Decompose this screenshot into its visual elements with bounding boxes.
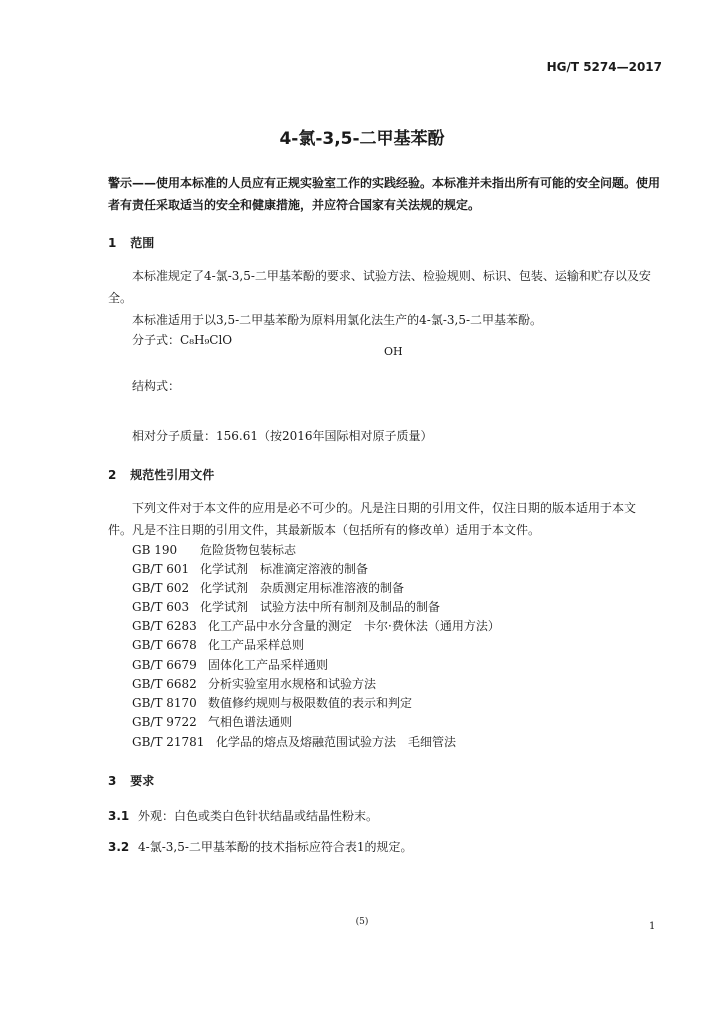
document-title: 4-氯-3,5-二甲基苯酚: [279, 129, 445, 149]
reference-title: 危险货物包装标志: [200, 543, 297, 557]
reference-code: GB/T 6679: [132, 658, 197, 672]
reference-item: [132, 656, 328, 673]
reference-title: 气相色谱法通则: [208, 715, 293, 729]
section-title: 要求: [130, 774, 155, 788]
requirement-3-1: [108, 807, 378, 824]
relative-molecular-mass: [132, 427, 433, 444]
section-number: 2: [108, 468, 117, 482]
reference-code: GB/T 21781: [132, 735, 205, 749]
section-1-heading: [108, 234, 154, 251]
reference-title: 化学试剂 试验方法中所有制剂及制品的制备: [200, 600, 441, 614]
reference-title: 固体化工产品采样通则: [208, 658, 329, 672]
reference-item: [132, 694, 412, 711]
reference-title: 数值修约规则与极限数值的表示和判定: [208, 696, 413, 710]
reference-item: [132, 579, 404, 596]
clause-number: 3.2: [108, 840, 130, 854]
scope-paragraph-1: 本标准规定了4-氯-3,5-二甲基苯酚的要求、试验方法、检验规则、标识、包装、运输和贮存以及安全。: [108, 269, 651, 305]
warning-paragraph: 警示——使用本标准的人员应有正规实验室工作的实践经验。本标准并未指出所有可能的安全问题。使用者有责任采取适当的安全和健康措施，并应符合国家有关法规的规定。: [108, 176, 661, 212]
reference-item: [132, 733, 456, 750]
reference-item: [132, 560, 368, 577]
section-3-heading: [108, 772, 154, 789]
formula-value: C₈H₉ClO: [180, 333, 233, 347]
reference-item: [132, 598, 440, 615]
scope-paragraph-2: 本标准适用于以3,5-二甲基苯酚为原料用氯化法生产的4-氯-3,5-二甲基苯酚。: [132, 313, 543, 327]
reference-item: [132, 617, 500, 634]
reference-code: GB 190: [132, 543, 178, 557]
standard-code: HG/T 5274—2017: [546, 60, 662, 74]
mass-label: 相对分子质量：: [132, 429, 217, 443]
clause-number: 3.1: [108, 809, 130, 823]
reference-code: GB/T 9722: [132, 715, 197, 729]
reference-code: GB/T 602: [132, 581, 190, 595]
reference-item: [132, 675, 376, 692]
section-number: 3: [108, 774, 117, 788]
reference-code: GB/T 601: [132, 562, 190, 576]
section-title: 范围: [130, 236, 155, 250]
reference-title: 化学品的熔点及熔融范围试验方法 毛细管法: [216, 735, 457, 749]
clause-text: 外观：白色或类白色针状结晶或结晶性粉末。: [138, 809, 379, 823]
clause-text: 4-氯-3,5-二甲基苯酚的技术指标应符合表1的规定。: [138, 840, 413, 854]
section-title: 规范性引用文件: [130, 468, 215, 482]
structure-oh-label: OH: [384, 345, 403, 358]
reference-code: GB/T 603: [132, 600, 190, 614]
reference-title: 分析实验室用水规格和试验方法: [208, 677, 377, 691]
requirement-3-2: [108, 838, 413, 855]
reference-title: 化工产品中水分含量的测定 卡尔·费休法（通用方法）: [208, 619, 500, 633]
reference-code: GB/T 6678: [132, 638, 197, 652]
reference-code: GB/T 6682: [132, 677, 197, 691]
footer-page-number: 1: [649, 921, 656, 932]
reference-item: [132, 636, 304, 653]
footer-page-mark: (5): [355, 917, 369, 927]
molecular-formula: [132, 331, 232, 348]
reference-title: 化学试剂 标准滴定溶液的制备: [200, 562, 369, 576]
reference-item: [132, 541, 296, 558]
references-intro: 下列文件对于本文件的应用是必不可少的。凡是注日期的引用文件，仅注日期的版本适用于本文件。凡是不注日期的引用文件，其最新版本（包括所有的修改单）适用于本文件。: [108, 501, 637, 537]
reference-code: GB/T 8170: [132, 696, 197, 710]
reference-title: 化工产品采样总则: [208, 638, 305, 652]
formula-label: 分子式：: [132, 333, 181, 347]
structure-label: 结构式：: [132, 379, 181, 393]
section-2-heading: [108, 466, 214, 483]
reference-title: 化学试剂 杂质测定用标准溶液的制备: [200, 581, 405, 595]
mass-value: 156.61（按2016年国际相对原子质量）: [216, 429, 433, 443]
section-number: 1: [108, 236, 117, 250]
reference-code: GB/T 6283: [132, 619, 197, 633]
reference-item: [132, 713, 292, 730]
